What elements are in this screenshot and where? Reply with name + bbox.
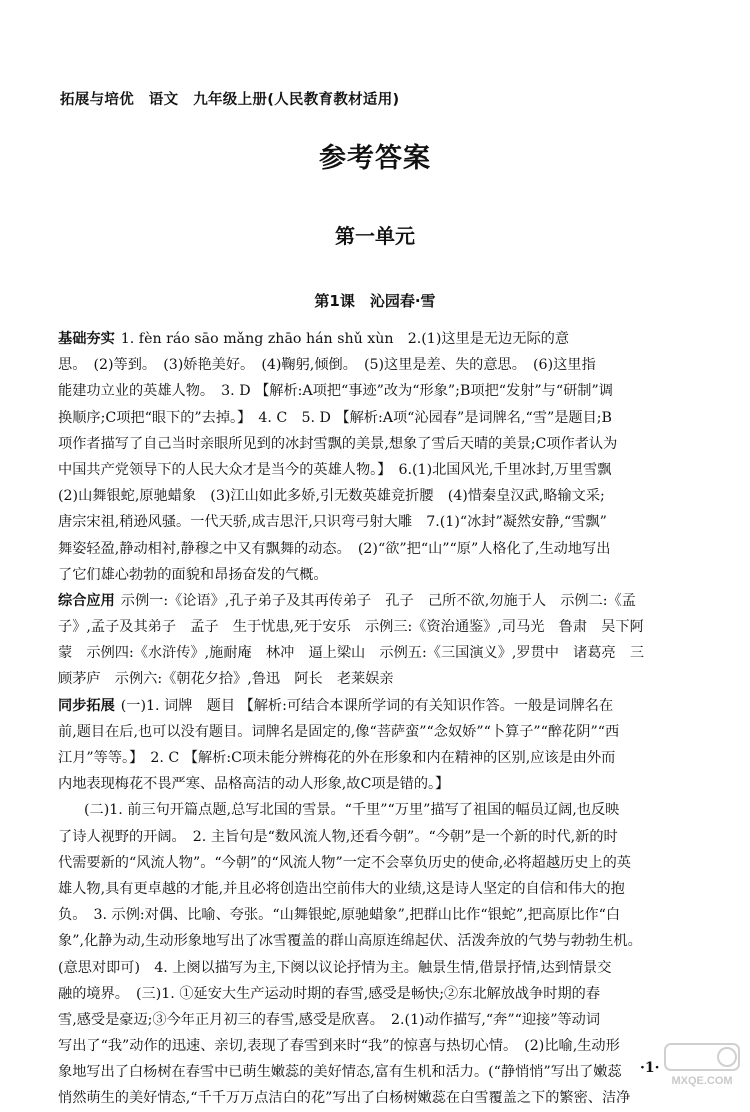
line-text: 雪,感受是豪迈;③今年正月初三的春雪,感受是欣喜。 2.(1)动作描写,“奔”“迎接”等动词	[58, 1011, 601, 1028]
book-header: 拓展与培优 语文 九年级上册(人民教育教材适用)	[60, 92, 400, 108]
line-text: 负。 3. 示例:对偶、比喻、夸张。“山舞银蛇,原驰蜡象”,把群山比作“银蛇”,把高原比作“白	[58, 907, 621, 924]
text-line	[58, 745, 698, 771]
line-text: 示例一:《论语》,孔子弟子及其再传弟子 孔子 己所不欲,勿施于人 示例二:《孟	[120, 592, 636, 609]
text-line	[58, 1033, 698, 1059]
text-line	[58, 876, 698, 902]
text-line	[58, 955, 698, 981]
text-line	[58, 928, 698, 954]
line-text: 换顺序;C项把“眼下的”去掉。】 4. C 5. D 【解析:A项“沁园春”是词牌名,“雪”是题目;B	[58, 409, 612, 426]
line-text: 舞姿轻盈,静动相衬,静穆之中又有飘舞的动态。 (2)“欲”把“山”“原”人格化了,生动地写出	[58, 540, 611, 557]
text-line	[58, 640, 698, 666]
line-text: 顾茅庐 示例六:《朝花夕拾》,鲁迅 阿长 老莱娱亲	[58, 671, 394, 688]
text-line	[58, 1059, 698, 1085]
watermark-logo	[663, 1042, 741, 1088]
line-text: 象”,化静为动,生动形象地写出了冰雪覆盖的群山高原连绵起伏、活泼奔放的气势与勃勃生机。	[58, 933, 642, 950]
line-text: 代需要新的“风流人物”。“今朝”的“风流人物”一定不会辜负历史的使命,必将超越历史上的英	[58, 854, 631, 871]
line-text: 思。 (2)等到。 (3)娇艳美好。 (4)鞠躬,倾倒。 (5)这里是差、失的意思。 (6)这里指	[58, 357, 596, 374]
text-line	[58, 850, 698, 876]
line-text: (意思对即可) 4. 上阕以描写为主,下阕以议论抒情为主。触景生情,借景抒情,达到情景交	[58, 959, 612, 976]
text-line	[58, 536, 698, 562]
line-text: 象地写出了白杨树在春雪中已萌生嫩蕊的美好情态,富有生机和活力。(“静悄悄”写出了嫩蕊	[58, 1064, 622, 1081]
line-text: 了它们雄心勃勃的面貌和昂扬奋发的气概。	[58, 566, 328, 583]
line-text: (二)1. 前三句开篇点题,总写北国的雪景。“千里”“万里”描写了祖国的幅员辽阔,也反映	[84, 802, 620, 819]
watermark-text: MXQE.COM	[671, 1075, 733, 1087]
unit-heading: 第一单元	[335, 224, 415, 248]
text-line	[58, 562, 698, 588]
text-line	[58, 797, 698, 823]
line-text: 中国共产党领导下的人民大众才是当今的英雄人物。】 6.(1)北国风光,千里冰封,万里雪飘	[58, 461, 612, 478]
text-line	[58, 614, 698, 640]
text-line	[58, 666, 698, 692]
line-text: 唐宗宋祖,稍逊风骚。一代天骄,成吉思汗,只识弯弓射大雕 7.(1)“冰封”凝然安静,“雪飘”	[58, 514, 607, 531]
section-label: 基础夯实	[58, 331, 115, 347]
text-line	[58, 771, 698, 797]
section-label: 同步拓展	[58, 697, 115, 714]
text-line	[58, 326, 698, 352]
line-text: 能建功立业的英雄人物。 3. D 【解析:A项把“事迹”改为“形象”;B项把“发射”与“研制”调	[58, 383, 613, 400]
line-text: 内地表现梅花不畏严寒、品格高洁的动人形象,故C项是错的。】	[58, 776, 450, 793]
text-line	[58, 431, 698, 457]
text-line	[58, 1007, 698, 1033]
line-text: 悄然萌生的美好情态,“千千万万点洁白的花”写出了白杨树嫩蕊在白雪覆盖之下的繁密、洁净	[58, 1090, 631, 1107]
page-number: ·1·	[640, 1060, 660, 1076]
line-text: 前,题目在后,也可以没有题目。词牌名是固定的,像“菩萨蛮”“念奴娇”“卜算子”“醉花阴”“西	[58, 723, 620, 740]
text-line	[58, 824, 698, 850]
text-line	[58, 352, 698, 378]
line-text: 1. fèn ráo sāo mǎng zhāo hán shǔ xùn 2.(1)这里是无边无际的意	[120, 331, 570, 347]
text-line	[58, 1085, 698, 1111]
text-line	[58, 483, 698, 509]
answer-text-body	[58, 326, 698, 1112]
text-line	[58, 405, 698, 431]
line-text: 子》,孟子及其弟子 孟子 生于忧患,死于安乐 示例三:《资治通鉴》,司马光 鲁肃 吴下阿	[58, 619, 644, 636]
text-line	[58, 378, 698, 404]
text-line	[58, 719, 698, 745]
line-text: (一)1. 词牌 题目 【解析:可结合本课所学词的有关知识作答。一般是词牌名在	[120, 697, 614, 714]
text-line	[58, 509, 698, 535]
text-line	[58, 457, 698, 483]
text-line	[58, 902, 698, 928]
text-line	[58, 693, 698, 719]
line-text: 写出了“我”动作的迅速、亲切,表现了春雪到来时“我”的惊喜与热切心情。 (2)比喻,生动形	[58, 1038, 620, 1055]
line-text: 项作者描写了自己当时亲眼所见到的冰封雪飘的美景,想象了雪后天晴的美景;C项作者认为	[58, 435, 618, 452]
line-text: (2)山舞银蛇,原驰蜡象 (3)江山如此多娇,引无数英雄竞折腰 (4)惜秦皇汉武,略输文采;	[58, 488, 605, 505]
line-text: 蒙 示例四:《水浒传》,施耐庵 林冲 逼上梁山 示例五:《三国演义》,罗贯中 诸葛亮 三	[58, 645, 645, 662]
page-title: 参考答案	[319, 143, 431, 174]
text-line	[58, 981, 698, 1007]
section-label: 综合应用	[58, 592, 115, 609]
line-text: 融的境界。 (三)1. ①延安大生产运动时期的春雪,感受是畅快;②东北解放战争时期的春	[58, 985, 601, 1002]
lesson-heading: 第1课 沁园春·雪	[314, 292, 436, 310]
line-text: 了诗人视野的开阔。 2. 主旨句是“数风流人物,还看今朝”。“今朝”是一个新的时代,新的时	[58, 828, 618, 845]
line-text: 江月”等等。】 2. C 【解析:C项未能分辨梅花的外在形象和内在精神的区别,应该是由外而	[58, 750, 616, 766]
line-text: 雄人物,具有更卓越的才能,并且必将创造出空前伟大的业绩,这是诗人坚定的自信和伟大的抱	[58, 880, 625, 897]
text-line	[58, 588, 698, 614]
